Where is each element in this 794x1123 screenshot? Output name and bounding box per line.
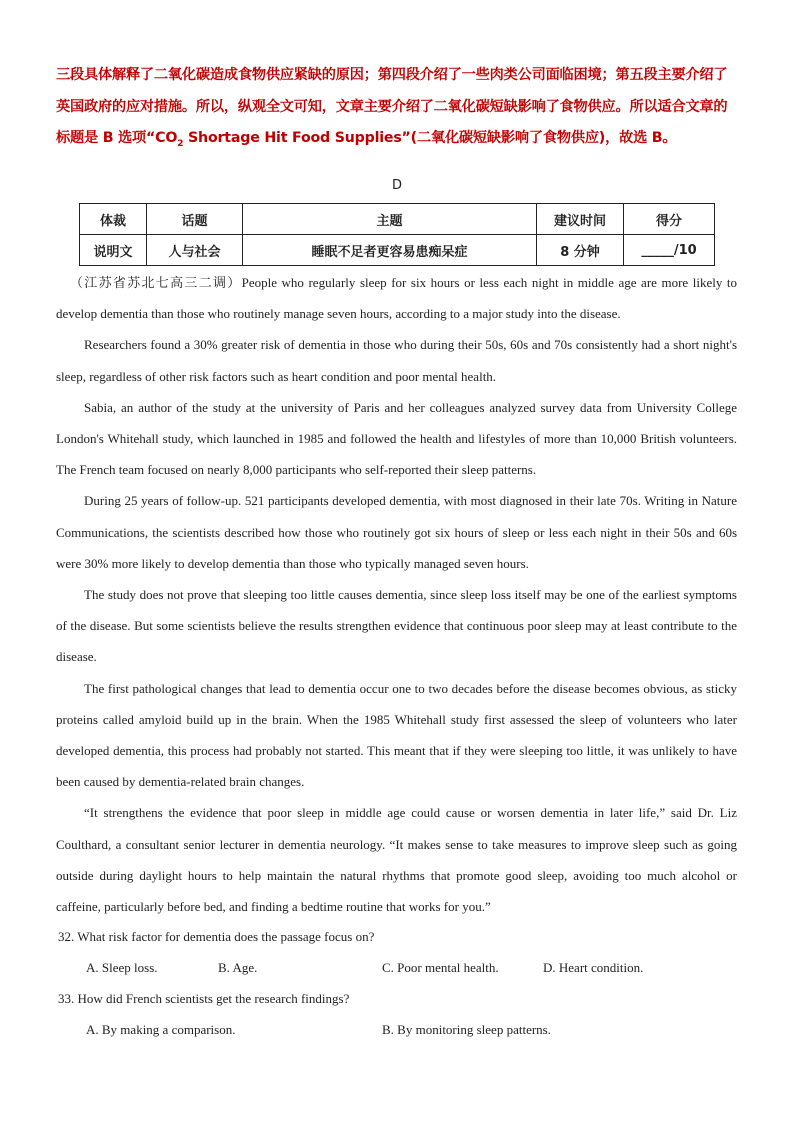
- header-topic: 话题: [147, 204, 243, 235]
- passage-paragraph: The study does not prove that sleeping too little causes dementia, since sleep loss itself may be one of the earliest symptoms of the disease. But some scientists believe the results strengthen evidence that continuous poor sleep may at least contribute to the disease.: [56, 587, 737, 665]
- question-32-option-c[interactable]: C. Poor mental health.: [382, 960, 499, 975]
- passage-paragraph: （江苏省苏北七高三二调）People who regularly sleep for six hours or less each night in middle age are more likely to develop dementia than those who routinely manage seven hours, according to a major study into the disease.: [56, 275, 737, 322]
- header-score: 得分: [624, 204, 715, 235]
- passage-paragraph: During 25 years of follow-up. 521 participants developed dementia, with most diagnosed in their late 70s. Writing in Nature Communications, the scientists described how those who routinely got six hours of sleep or less each night in their 50s and 60s were 30% more likely to develop dementia than those who typically managed seven hours.: [56, 493, 737, 571]
- info-table-value-row: [80, 235, 715, 266]
- question-33-option-b[interactable]: B. By monitoring sleep patterns.: [382, 1022, 551, 1037]
- explanation-line: 英国政府的应对措施。所以，纵观全文可知，文章主要介绍了二氧化碳短缺影响了食物供应。所以适合文章的: [56, 98, 728, 115]
- passage-paragraph: Researchers found a 30% greater risk of dementia in those who during their 50s, 60s and 70s consistently had a short night's sleep, regardless of other risk factors such as heart condition and poor mental health.: [56, 337, 737, 384]
- passage: [56, 267, 737, 922]
- question-32-option-a[interactable]: A. Sleep loss.: [86, 960, 158, 975]
- passage-paragraph: The first pathological changes that lead to dementia occur one to two decades before the disease becomes obvious, as sticky proteins called amyloid build up in the brain. When the 1985 Whitehall study first assessed the sleep of volunteers who later developed dementia, this process had probably not started. This meant that if they were sleeping too little, it was unlikely to have been caused by dementia-related brain changes.: [56, 680, 737, 790]
- explanation-line: 三段具体解释了二氧化碳造成食物供应紧缺的原因；第四段介绍了一些肉类公司面临困境；第五段主要介绍了: [56, 67, 728, 83]
- passage-paragraph: Sabia, an author of the study at the university of Paris and her colleagues analyzed survey data from University College London's Whitehall study, which launched in 1985 and followed the health and lifestyles of more than 10,000 British volunteers. The French team focused on nearly 8,000 participants who self-reported their sleep patterns.: [56, 399, 737, 478]
- header-time: 建议时间: [537, 204, 624, 235]
- value-genre: 说明文: [80, 235, 147, 266]
- section-letter: D: [391, 178, 402, 193]
- question-33-option-a[interactable]: A. By making a comparison.: [86, 1022, 236, 1037]
- value-topic: 人与社会: [147, 235, 243, 266]
- info-table: [79, 203, 715, 266]
- value-time: 8 分钟: [537, 235, 624, 266]
- question-32-option-d[interactable]: D. Heart condition.: [543, 960, 644, 975]
- explanation-text: Shortage Hit Food Supplies”(二氧化碳短缺影响了食物供应)，故选 B。: [183, 130, 677, 146]
- value-theme: 睡眠不足者更容易患痴呆症: [243, 235, 537, 266]
- passage-paragraph: “It strengthens the evidence that poor sleep in middle age could cause or worsen dementia in later life,” said Dr. Liz Coulthard, a consultant senior lecturer in dementia neurology. “It makes sense to take measures to improve sleep such as going outside during daylight hours to help maintain the natural rhythms that promote good sleep, avoiding too much alcohol or caffeine, particularly before bed, and finding a bedtime routine that works for you.”: [56, 805, 737, 915]
- explanation-line: [56, 123, 736, 160]
- subscript: 2: [177, 138, 184, 149]
- info-table-header-row: [80, 204, 715, 235]
- explanation-text: 标题是 B 选项“CO: [56, 130, 178, 146]
- header-theme: 主题: [243, 204, 537, 235]
- question-32-option-b[interactable]: B. Age.: [218, 960, 258, 975]
- header-genre: 体裁: [80, 204, 147, 235]
- question-33: 33. How did French scientists get the research findings?: [58, 991, 350, 1006]
- answer-explanation: [56, 60, 736, 160]
- question-32: 32. What risk factor for dementia does the passage focus on?: [58, 929, 375, 944]
- value-score: _____/10: [624, 235, 715, 266]
